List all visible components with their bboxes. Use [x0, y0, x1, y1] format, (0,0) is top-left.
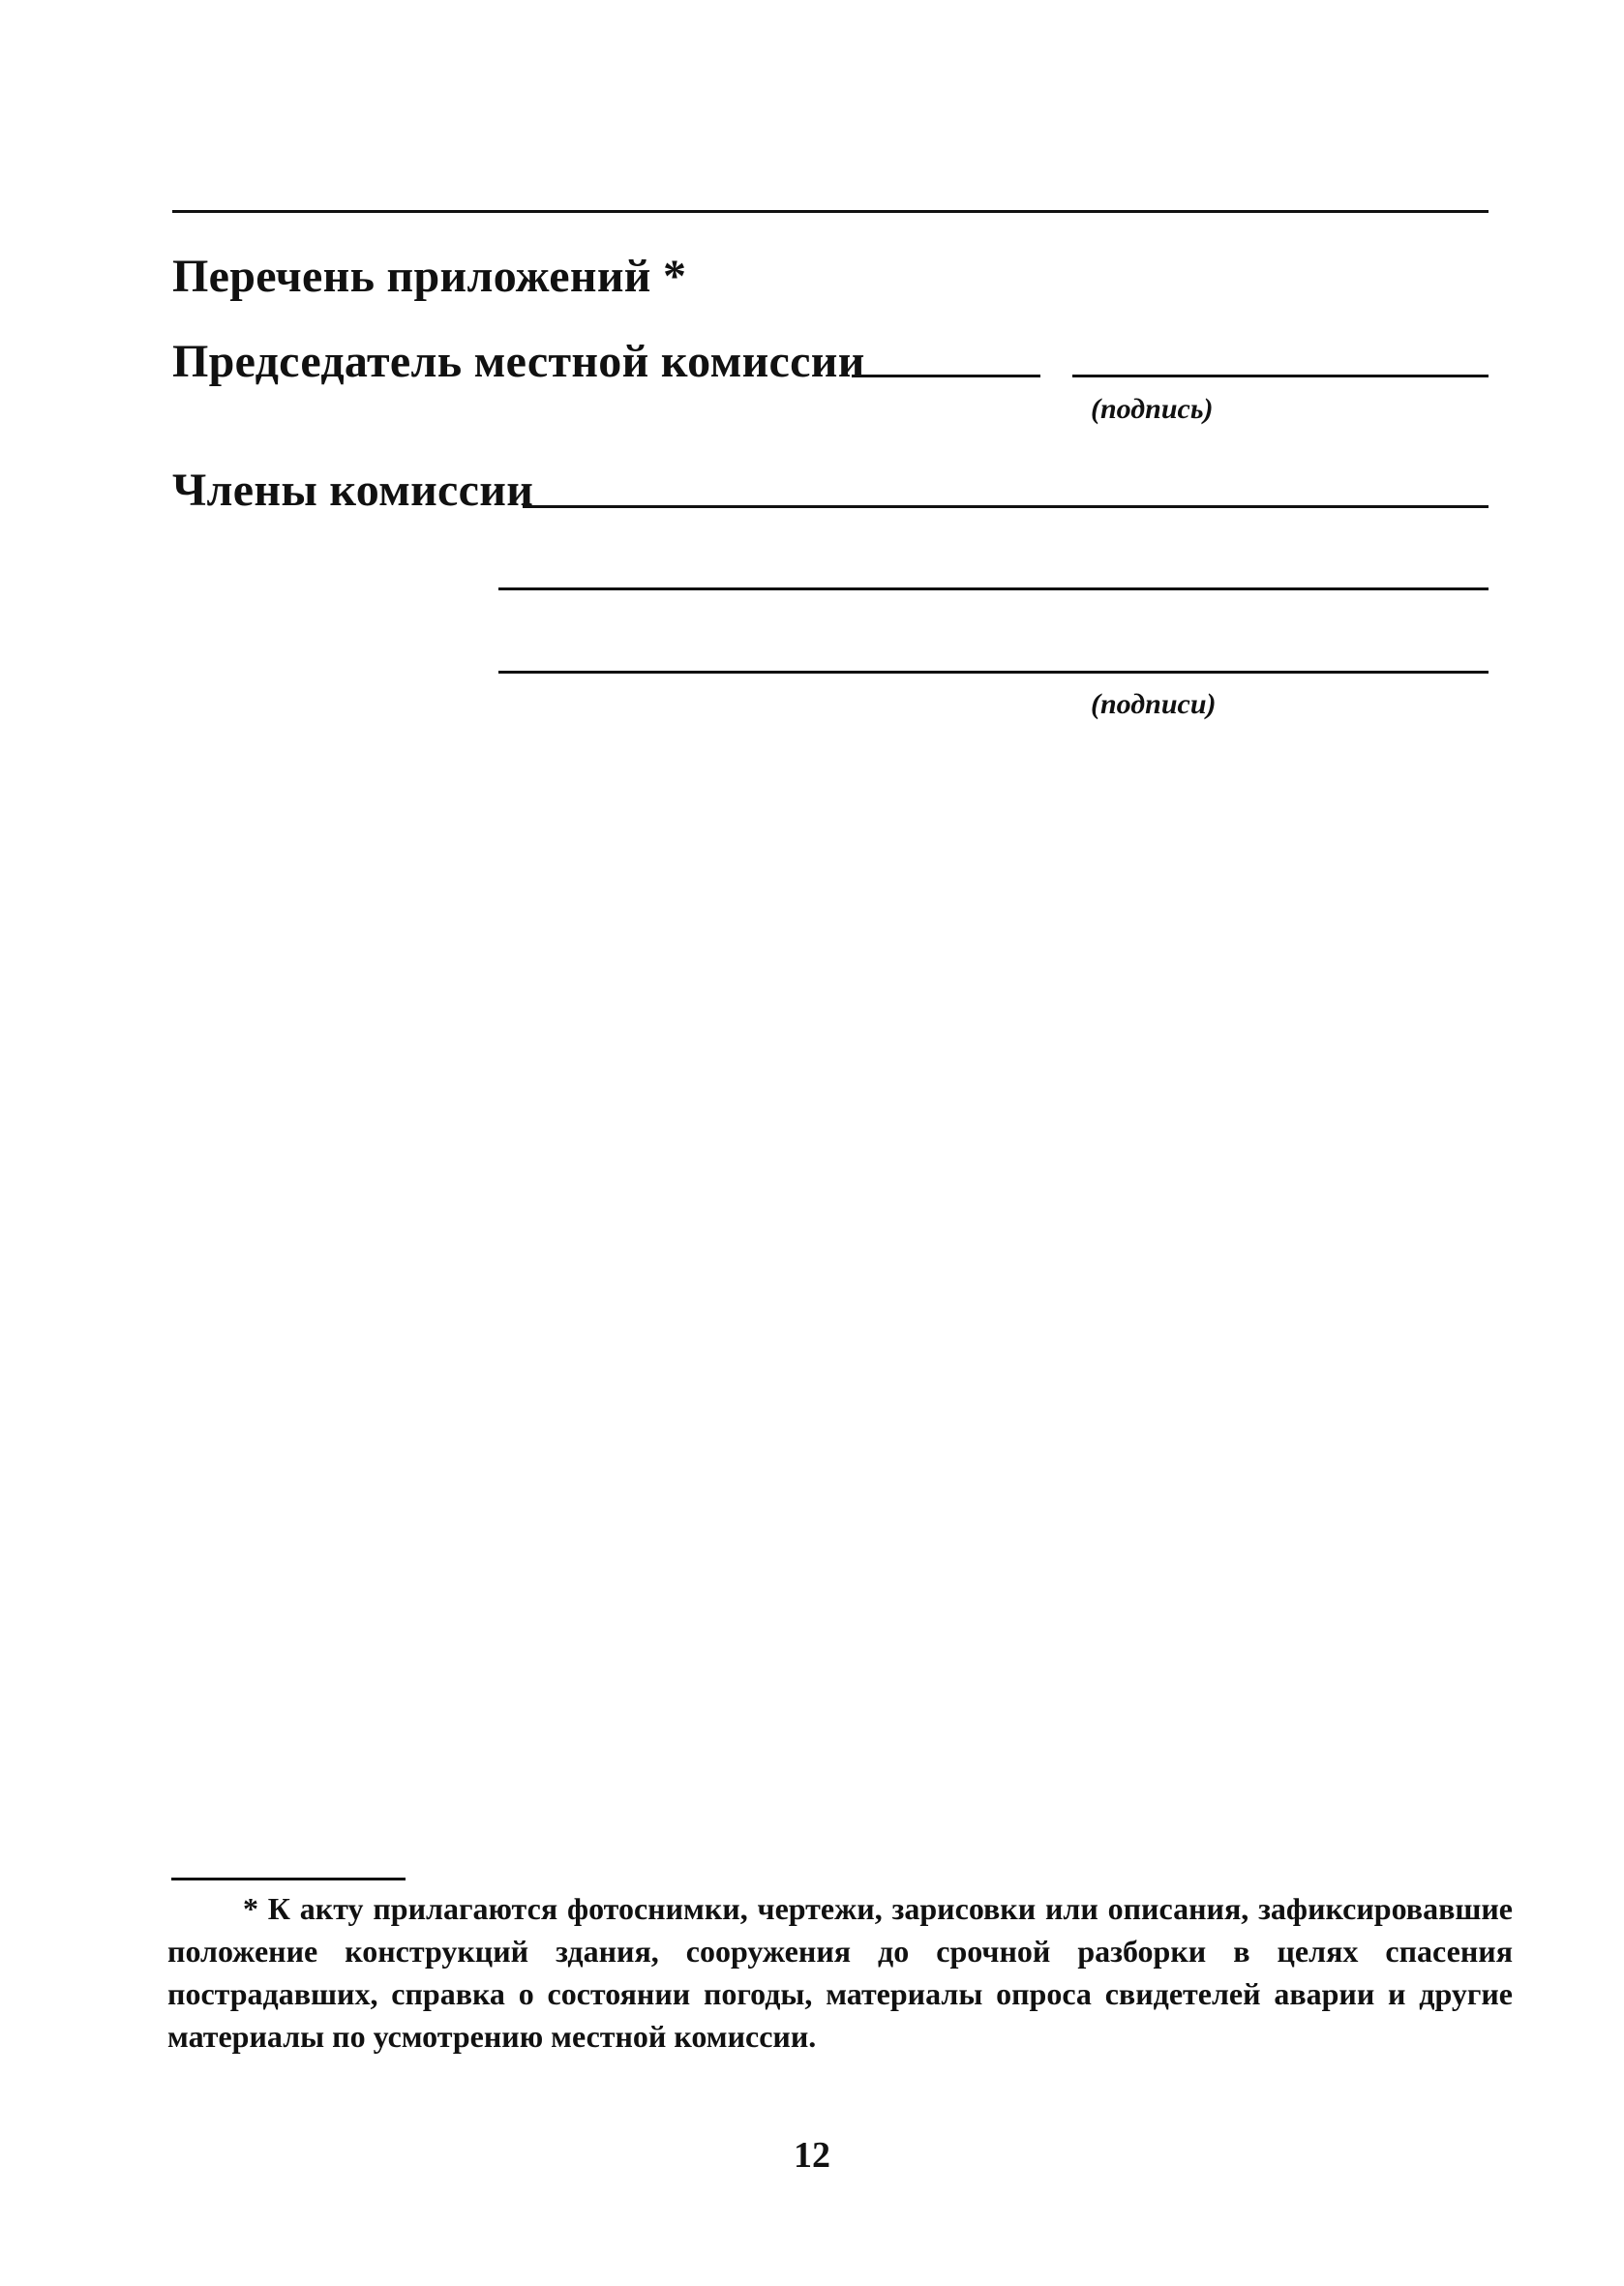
chairman-signature-caption: (подпись) — [1091, 393, 1214, 425]
appendix-label: Перечень приложений * — [172, 251, 687, 302]
chairman-short-signature-line[interactable] — [852, 375, 1040, 377]
member-signature-line-2[interactable] — [498, 587, 1489, 590]
member-signature-line-3[interactable] — [498, 671, 1489, 674]
page-number: 12 — [794, 2135, 830, 2176]
chairman-label: Председатель местной комиссии — [172, 336, 865, 387]
chairman-signature-line[interactable] — [1072, 375, 1489, 377]
top-rule — [172, 210, 1489, 213]
footnote-separator — [171, 1878, 406, 1880]
members-label: Члены комиссии — [172, 465, 534, 516]
footnote-text: * К акту прилагаются фотоснимки, чертежи, зарисовки или описания, зафиксировавшие положение конструкций здания, сооружения до срочной разборки в целях спасения пострадавших, справка о состоянии погоды, материалы опроса свидетелей аварии и другие материалы по усмотрению местной комиссии. — [167, 1891, 1513, 2054]
members-signature-caption: (подписи) — [1091, 688, 1217, 720]
member-signature-line-1[interactable] — [523, 505, 1489, 508]
